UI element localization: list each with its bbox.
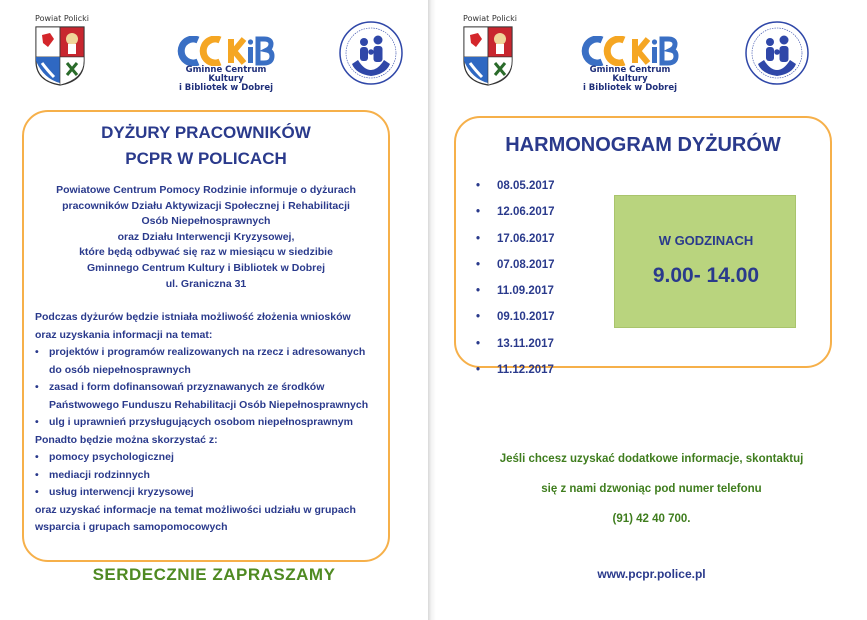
date-item: • 13.11.2017 [476,336,555,362]
date-item: • 17.06.2017 [476,231,555,257]
website-link[interactable]: www.pcpr.police.pl [597,567,706,581]
intro-line: Gminnego Centrum Kultury i Bibliotek w Dobrej [86,261,325,274]
left-title-line2: PCPR W POLICACH [125,149,287,168]
list-item-continuation: Państwowego Funduszu Rehabilitacji Osób Niepełnosprawnych [49,398,369,411]
list-item: • projektów i programów realizowanych na rzecz i adresowanych [35,344,387,362]
gck-logo-left [172,36,280,93]
intro-line: oraz Działu Interwencji Kryzysowej, [117,230,295,243]
gck-logo-line2: i Bibliotek w Dobrej [582,83,678,93]
intro-line: Powiatowe Centrum Pomocy Rodzinie informuje o dyżurach [56,184,356,196]
hours-box [614,195,796,328]
intro-text [30,183,382,292]
schedule-title: HARMONOGRAM DYŻURÓW [505,134,781,156]
body-line: Podczas dyżurów będzie istniała możliwość złożenia wniosków [35,311,351,323]
gck-logo-right [576,36,684,93]
date-item: • 07.08.2017 [476,257,555,283]
contact-line: się z nami dzwoniąc pod numer telefonu [541,483,762,495]
crest-caption: Powiat Policki [463,14,517,23]
services-text [35,309,387,537]
left-title [22,120,390,172]
gck-logo-icon [176,36,276,66]
intro-line: które będą odbywać się raz w miesiącu w siedzibie [79,246,333,259]
date-item: • 11.09.2017 [476,283,555,309]
left-page [0,0,428,620]
date-item: • 11.12.2017 [476,362,555,388]
body-line: oraz uzyskać informacje na temat możliwości udziału w grupach [35,503,356,516]
gck-logo-line2: i Bibliotek w Dobrej [178,83,274,93]
hours-value: 9.00- 14.00 [652,264,760,287]
phone-number: (91) 42 40 700. [612,513,691,525]
powiat-crest-icon [34,25,86,87]
body-line: wsparcia i grupach samopomocowych [35,521,228,533]
powiat-crest-icon [462,25,514,87]
list-item: • ulg i uprawnień przysługujących osobom niepełnosprawnym [35,414,387,432]
body-line: Ponadto będzie można skorzystać z: [35,433,218,446]
page-fold [428,0,436,620]
gck-logo-icon [580,36,680,66]
right-page [436,0,867,620]
date-item: • 09.10.2017 [476,309,555,335]
powiat-crest-left [34,14,90,92]
list-item-continuation: do osób niepełnosprawnych [49,363,191,376]
hours-label: W GODZINACH [658,233,754,248]
intro-line: pracowników Działu Aktywizacji Społecznej i Rehabilitacji [62,199,350,212]
list-item: • zasad i form dofinansowań przyznawanych ze środków [35,379,387,397]
gck-logo-line1: Gminne Centrum Kultury [185,65,267,84]
gck-logo-line1: Gminne Centrum Kultury [589,65,671,84]
intro-line: ul. Graniczna 31 [165,277,247,290]
list-item: • usług interwencji kryzysowej [35,484,387,502]
pcpr-logo-icon [338,20,404,86]
pcpr-logo-icon [744,20,810,86]
contact-line: Jeśli chcesz uzyskać dodatkowe informacje, skontaktuj [499,453,804,465]
date-item: • 08.05.2017 [476,178,555,204]
intro-line: Osób Niepełnosprawnych [141,215,271,228]
body-line: oraz uzyskania informacji na temat: [35,328,213,341]
left-title-line1: DYŻURY PRACOWNIKÓW [101,123,311,142]
date-list [476,178,555,388]
list-item: • pomocy psychologicznej [35,449,387,467]
invite-heading: SERDECZNIE ZAPRASZAMY [92,565,336,584]
date-item: • 12.06.2017 [476,204,555,230]
list-item: • mediacji rodzinnych [35,467,387,485]
powiat-crest-right [462,14,518,92]
crest-caption: Powiat Policki [35,14,89,23]
